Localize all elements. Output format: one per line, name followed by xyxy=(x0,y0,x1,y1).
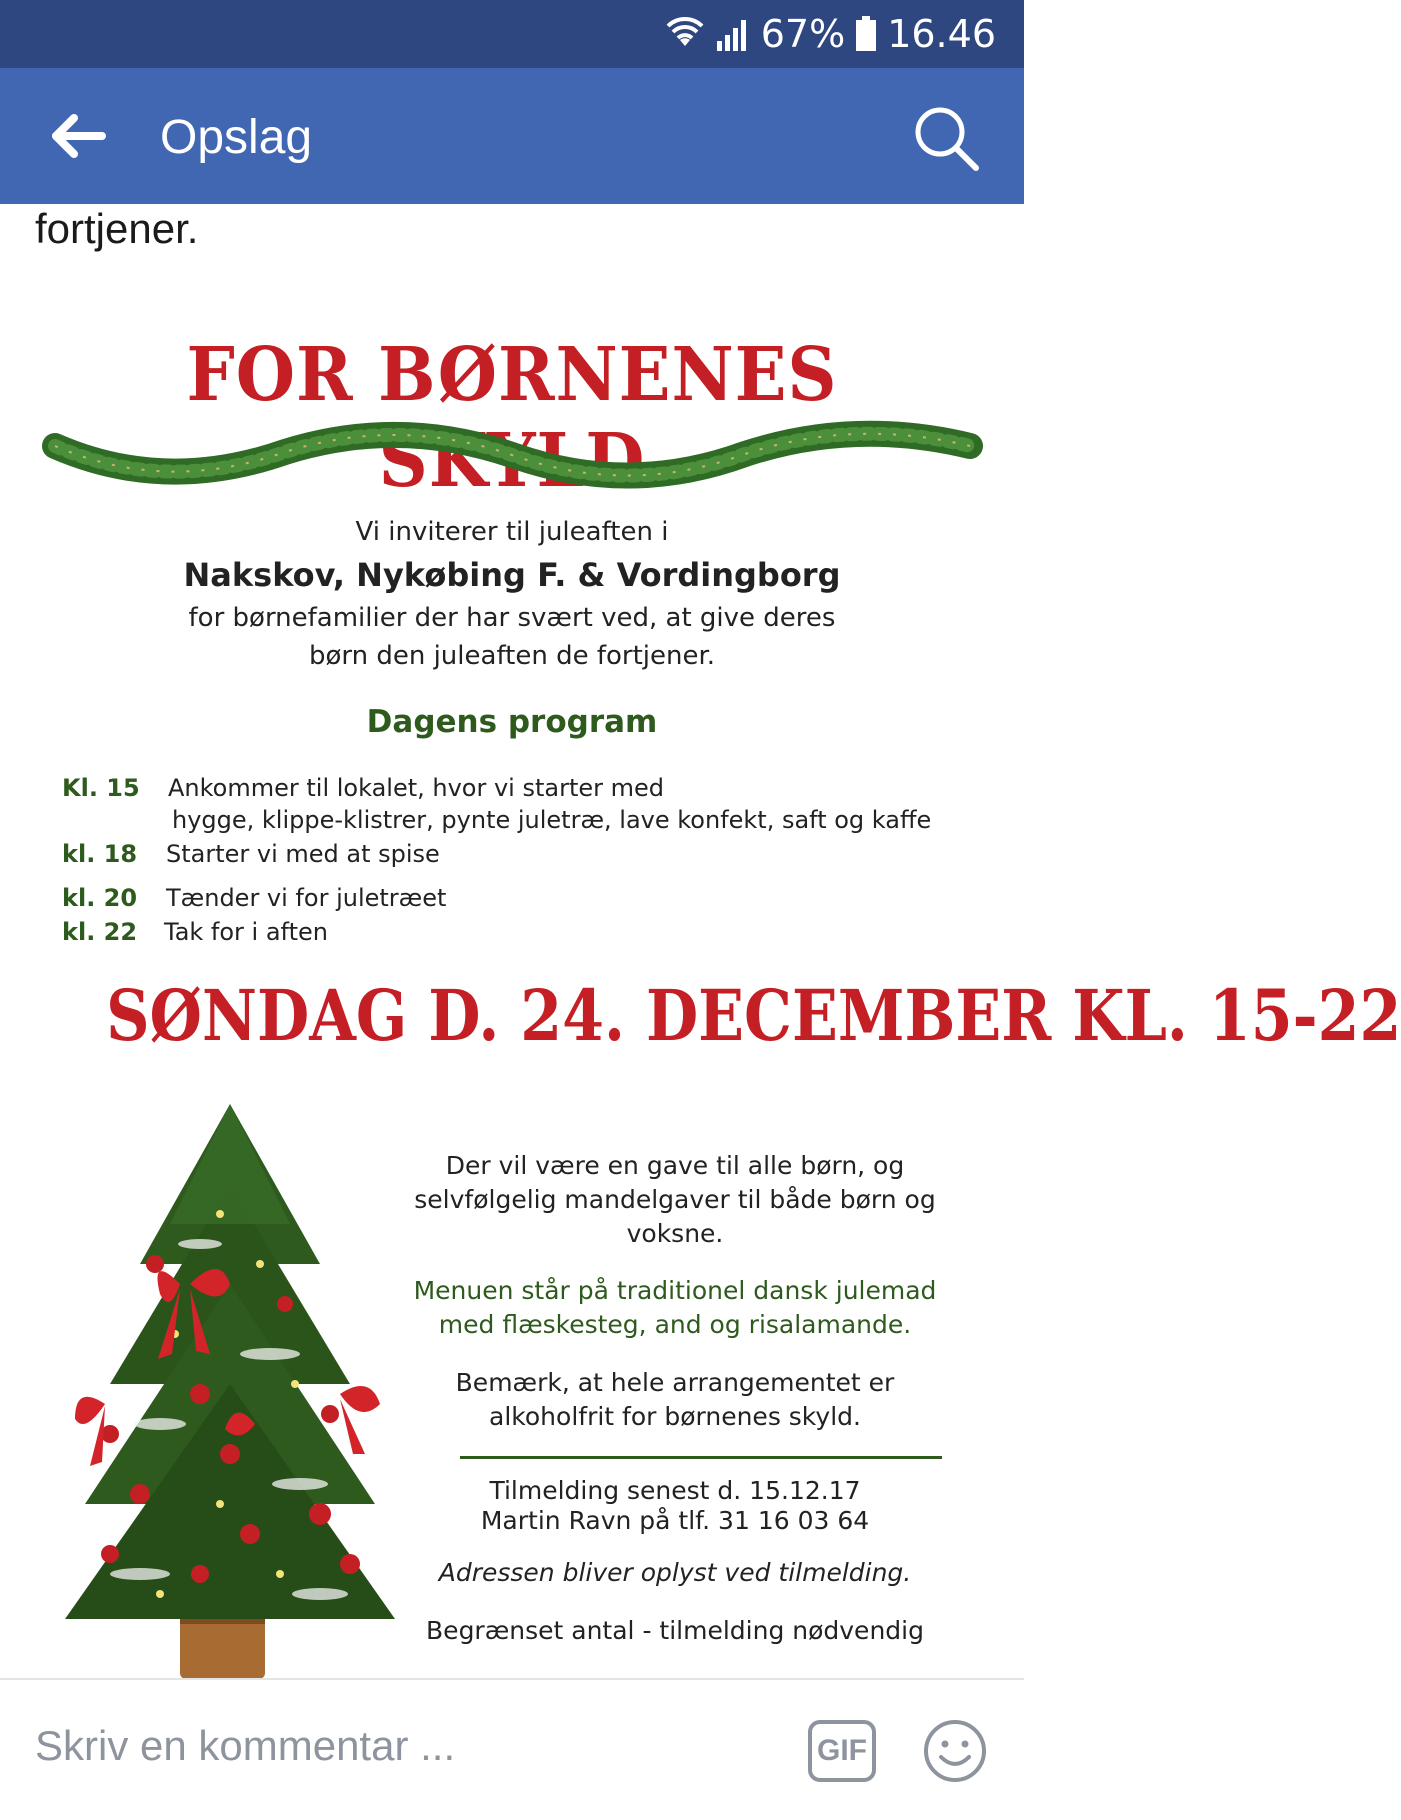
note-line-2: alkoholfrit for børnenes skyld. xyxy=(489,1402,861,1431)
program-title: Dagens program xyxy=(366,704,658,740)
schedule-time: kl. 20 xyxy=(62,884,138,912)
gift-line-3: voksne. xyxy=(626,1219,724,1248)
gift-line-1: Der vil være en gave til alle børn, og xyxy=(445,1151,905,1180)
status-bar xyxy=(0,0,1024,68)
families-line-2: børn den juleaften de fortjener. xyxy=(308,641,716,671)
schedule-text: Tak for i aften xyxy=(164,918,328,946)
page-title: Opslag xyxy=(160,111,313,164)
signup-text xyxy=(380,1476,970,1536)
search-icon[interactable] xyxy=(910,102,982,174)
schedule-text: Starter vi med at spise xyxy=(166,840,440,868)
schedule-time: kl. 18 xyxy=(62,840,138,868)
smiley-icon[interactable] xyxy=(922,1718,988,1784)
schedule-text-extra: hygge, klippe-klistrer, pynte juletræ, lave konfekt, saft og kaffe xyxy=(172,806,932,834)
battery-icon xyxy=(855,16,877,52)
gif-button[interactable]: GIF xyxy=(808,1720,876,1782)
wifi-icon xyxy=(665,16,705,52)
divider xyxy=(460,1456,942,1459)
signup-line-2: Martin Ravn på tlf. 31 16 03 64 xyxy=(480,1506,870,1535)
address-line: Adressen bliver oplyst ved tilmelding. xyxy=(438,1558,912,1587)
clock: 16.46 xyxy=(887,12,996,56)
schedule-text: Tænder vi for juletræet xyxy=(166,884,447,912)
note-text xyxy=(380,1366,970,1434)
app-bar xyxy=(0,68,1024,204)
flyer-title: FOR BØRNENES SKYLD xyxy=(186,332,838,504)
post-text-fragment: fortjener. xyxy=(35,205,199,252)
note-line-1: Bemærk, at hele arrangementet er xyxy=(455,1368,895,1397)
battery-percent: 67% xyxy=(760,12,846,56)
limited-line: Begrænset antal - tilmelding nødvendig xyxy=(426,1616,924,1645)
comment-input[interactable]: Skriv en kommentar ... xyxy=(35,1722,456,1769)
menu-line-1: Menuen står på traditionel dansk julemad xyxy=(413,1276,937,1305)
families-text xyxy=(40,599,984,675)
garland-decoration xyxy=(55,424,970,504)
back-arrow-icon[interactable] xyxy=(48,108,108,164)
flyer-image[interactable] xyxy=(40,324,1401,1684)
schedule-time: Kl. 15 xyxy=(62,774,140,802)
schedule-time: kl. 22 xyxy=(62,918,138,946)
gift-line-2: selvfølgelig mandelgaver til både børn og xyxy=(414,1185,936,1214)
post-content xyxy=(0,204,1401,1678)
families-line-1: for børnefamilier der har svært ved, at give deres xyxy=(188,603,836,633)
schedule-text: Ankommer til lokalet, hvor vi starter med xyxy=(168,774,665,802)
cities-line: Nakskov, Nykøbing F. & Vordingborg xyxy=(183,556,841,594)
signal-icon xyxy=(715,17,751,51)
date-banner: SØNDAG D. 24. DECEMBER KL. 15-22 xyxy=(106,974,1401,1057)
menu-line-2: med flæskesteg, and og risalamande. xyxy=(438,1310,912,1339)
signup-line-1: Tilmelding senest d. 15.12.17 xyxy=(489,1476,861,1505)
comment-bar xyxy=(0,1678,1024,1820)
gift-text xyxy=(380,1149,970,1251)
invite-line: Vi inviterer til juleaften i xyxy=(355,517,669,547)
menu-text xyxy=(380,1274,970,1342)
